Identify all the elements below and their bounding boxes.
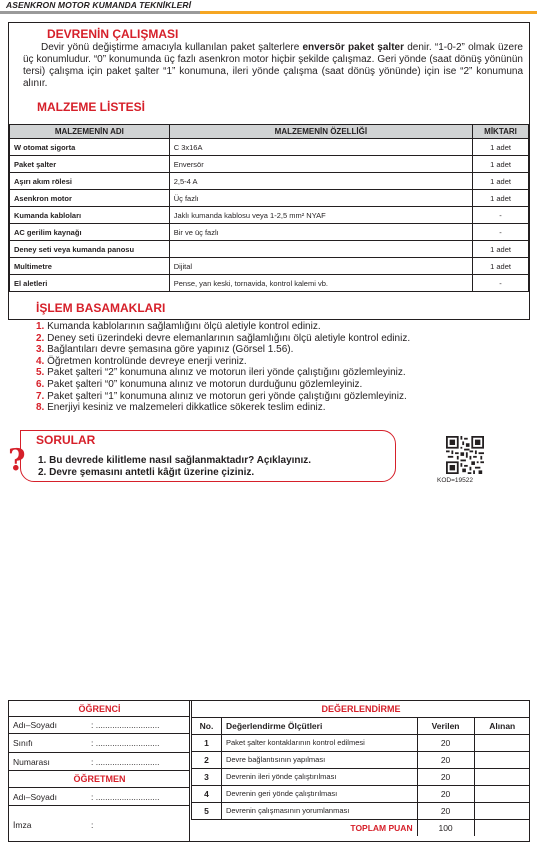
step-text: Kumanda kablolarının sağlamlığını ölçü aletiyle kontrol ediniz. xyxy=(47,321,321,332)
paragraph-text-1: Devir yönü değiştirme amacıyla kullanılan paket şalterlere xyxy=(41,42,303,53)
list-item xyxy=(36,321,410,333)
imza-row xyxy=(9,817,190,833)
step-text: Deney seti üzerindeki devre elemanlarının sağlamlığını ölçü aletiyle kontrol ediniz. xyxy=(47,332,411,344)
ogrenci-numarasi-row xyxy=(9,753,190,771)
malzeme-title: MALZEME LİSTESİ xyxy=(37,100,145,114)
cell-name: Asenkron motor xyxy=(10,190,170,207)
table-row xyxy=(10,241,529,258)
cell-spec: Dijital xyxy=(169,258,472,275)
cell-spec xyxy=(169,241,472,258)
cell-name: Deney seti veya kumanda panosu xyxy=(10,241,170,258)
sinifi-field[interactable]: : ........................... xyxy=(91,738,160,748)
header-title: ASENKRON MOTOR KUMANDA TEKNİKLERİ xyxy=(6,0,192,10)
toplam-alinan[interactable] xyxy=(474,819,530,836)
step-number: 4. xyxy=(36,355,45,367)
step-text: Paket şalteri “2” konumuna alınız ve motorun ileri yönde çalıştığını gözlemleyiniz. xyxy=(47,367,406,379)
ogretmen-adi-field[interactable]: : ........................... xyxy=(91,792,160,802)
table-row xyxy=(10,207,529,224)
evaluation-section xyxy=(8,700,530,842)
step-number: 6. xyxy=(36,378,45,390)
evaluation-table xyxy=(191,701,530,836)
step-number: 3. xyxy=(36,344,45,356)
degerlendirme-title: DEĞERLENDİRME xyxy=(192,701,531,717)
adi-field[interactable]: : ........................... xyxy=(91,720,160,730)
table-row xyxy=(10,156,529,173)
cell-qty: 1 adet xyxy=(473,173,529,190)
step-number: 5. xyxy=(36,367,45,379)
col-header-verilen: Verilen xyxy=(417,717,474,734)
total-row xyxy=(192,819,531,836)
cell-olcut: Devre bağlantısının yapılması xyxy=(221,751,417,768)
qr-code-icon[interactable] xyxy=(446,436,484,474)
toplam-value: 100 xyxy=(417,819,474,836)
cell-alinan[interactable] xyxy=(474,785,530,802)
cell-qty: 1 adet xyxy=(473,139,529,156)
steps-list xyxy=(36,321,410,414)
table-row xyxy=(192,785,531,802)
list-item xyxy=(36,367,410,379)
list-item xyxy=(36,379,410,391)
cell-olcut: Devrenin geri yönde çalıştırılması xyxy=(221,785,417,802)
cell-no: 1 xyxy=(192,734,222,751)
step-number: 1. xyxy=(36,321,45,332)
cell-alinan[interactable] xyxy=(474,751,530,768)
cell-name: Multimetre xyxy=(10,258,170,275)
ogrenci-adi-row xyxy=(9,717,190,734)
list-item xyxy=(36,391,410,403)
cell-verilen: 20 xyxy=(417,768,474,785)
cell-qty: 1 adet xyxy=(473,156,529,173)
step-text: Bağlantıları devre şemasına göre yapınız (Görsel 1.56). xyxy=(47,344,294,356)
cell-qty: 1 adet xyxy=(473,241,529,258)
cell-no: 2 xyxy=(192,751,222,768)
student-teacher-info xyxy=(9,701,190,841)
cell-alinan[interactable] xyxy=(474,768,530,785)
table-row xyxy=(10,275,529,292)
list-item xyxy=(36,356,410,368)
devrenin-title: DEVRENİN ÇALIŞMASI xyxy=(47,27,179,41)
adi-label: Adı–Soyadı xyxy=(13,720,57,730)
col-header-spec: MALZEMENİN ÖZELLİĞİ xyxy=(169,125,472,139)
col-header-alinan: Alınan xyxy=(474,717,530,734)
header-bar-gray xyxy=(0,11,200,14)
list-item xyxy=(36,344,410,356)
cell-olcut: Devrenin ileri yönde çalıştırılması xyxy=(221,768,417,785)
col-header-no: No. xyxy=(192,717,222,734)
cell-spec: Üç fazlı xyxy=(169,190,472,207)
cell-spec: Enversör xyxy=(169,156,472,173)
cell-alinan[interactable] xyxy=(474,734,530,751)
table-row xyxy=(192,802,531,819)
sorular-title: SORULAR xyxy=(36,433,96,447)
cell-alinan[interactable] xyxy=(474,802,530,819)
cell-name: AC gerilim kaynağı xyxy=(10,224,170,241)
cell-qty: - xyxy=(473,224,529,241)
step-text: Enerjiyi kesiniz ve malzemeleri dikkatlice sökerek teslim ediniz. xyxy=(47,402,326,414)
questions-list xyxy=(38,455,311,479)
col-header-olcut: Değerlendirme Ölçütleri xyxy=(221,717,417,734)
question-mark-icon: ? xyxy=(8,443,26,478)
numarasi-field[interactable]: : ........................... xyxy=(91,757,160,767)
material-table xyxy=(9,124,529,292)
question-1: 1. Bu devrede kilitleme nasıl sağlanmaktadır? Açıklayınız. xyxy=(38,455,312,466)
page-header xyxy=(0,0,537,14)
cell-verilen: 20 xyxy=(417,802,474,819)
table-row xyxy=(192,768,531,785)
toplam-label: TOPLAM PUAN xyxy=(192,819,418,836)
devrenin-paragraph xyxy=(23,42,523,90)
paragraph-bold: enversör paket şalter xyxy=(302,42,404,53)
cell-no: 3 xyxy=(192,768,222,785)
list-item xyxy=(36,402,410,414)
cell-spec: 2,5-4 A xyxy=(169,173,472,190)
col-header-qty: MİKTARI xyxy=(473,125,529,139)
ogretmen-adi-row xyxy=(9,788,190,806)
step-text: Paket şalteri “0” konumuna alınız ve motorun durduğunu gözlemleyiniz. xyxy=(47,378,363,390)
kod-label: KOD=19522 xyxy=(437,477,473,484)
imza-field[interactable]: : xyxy=(91,820,94,830)
table-row xyxy=(10,173,529,190)
table-row xyxy=(192,734,531,751)
evaluation-header-row xyxy=(192,717,531,734)
cell-name: Paket şalter xyxy=(10,156,170,173)
ogrenci-sinifi-row xyxy=(9,734,190,753)
col-header-name: MALZEMENİN ADI xyxy=(10,125,170,139)
cell-spec: C 3x16A xyxy=(169,139,472,156)
cell-name: Aşırı akım rölesi xyxy=(10,173,170,190)
step-number: 2. xyxy=(36,332,45,344)
cell-spec: Jaklı kumanda kablosu veya 1-2,5 mm² NYAF xyxy=(169,207,472,224)
cell-verilen: 20 xyxy=(417,734,474,751)
question-2: 2. Devre şemasını antetli kâğıt üzerine çiziniz. xyxy=(38,467,255,478)
table-row xyxy=(192,751,531,768)
step-text: Paket şalteri “1” konumuna alınız ve motorun geri yönde çalıştığını gözlemleyiniz. xyxy=(47,390,407,402)
content-box xyxy=(8,22,530,320)
step-number: 7. xyxy=(36,390,45,402)
cell-spec: Bir ve üç fazlı xyxy=(169,224,472,241)
sinifi-label: Sınıfı xyxy=(13,738,33,748)
table-row xyxy=(10,139,529,156)
step-text: Öğretmen kontrolünde devreye enerji veriniz. xyxy=(47,355,247,367)
cell-olcut: Paket şalter kontaklarının kontrol edilmesi xyxy=(221,734,417,751)
cell-olcut: Devrenin çalışmasının yorumlanması xyxy=(221,802,417,819)
step-number: 8. xyxy=(36,402,45,414)
material-header-row xyxy=(10,125,529,139)
cell-name: Kumanda kabloları xyxy=(10,207,170,224)
cell-qty: 1 adet xyxy=(473,258,529,275)
islem-title: İŞLEM BASAMAKLARI xyxy=(36,301,166,315)
imza-label: İmza xyxy=(13,820,32,830)
cell-verilen: 20 xyxy=(417,785,474,802)
cell-name: W otomat sigorta xyxy=(10,139,170,156)
ogretmen-adi-label: Adı–Soyadı xyxy=(13,792,57,802)
header-bar-orange xyxy=(200,11,537,14)
table-row xyxy=(10,258,529,275)
cell-qty: - xyxy=(473,275,529,292)
cell-name: El aletleri xyxy=(10,275,170,292)
paragraph-text-2: denir. “1-0-2” olmak üzere üç konumludur. “0” konumunda üç fazlı asenkron motor hiçbir şekilde çalışmaz. Geri yönde (saat dönüş yönünün tersi) çalışma için paket şalter “1” konumuna, ileri yönde çalışma (saat dönüş yönünde) için ise “2” konumuna alınır. xyxy=(23,42,523,89)
cell-qty: - xyxy=(473,207,529,224)
ogrenci-title: ÖĞRENCİ xyxy=(9,701,190,717)
cell-spec: Pense, yan keski, tornavida, kontrol kalemi vb. xyxy=(169,275,472,292)
list-item xyxy=(36,333,410,345)
cell-qty: 1 adet xyxy=(473,190,529,207)
table-row xyxy=(10,224,529,241)
cell-verilen: 20 xyxy=(417,751,474,768)
ogretmen-title: ÖĞRETMEN xyxy=(9,771,190,788)
cell-no: 5 xyxy=(192,802,222,819)
table-row xyxy=(10,190,529,207)
numarasi-label: Numarası xyxy=(13,757,50,767)
cell-no: 4 xyxy=(192,785,222,802)
